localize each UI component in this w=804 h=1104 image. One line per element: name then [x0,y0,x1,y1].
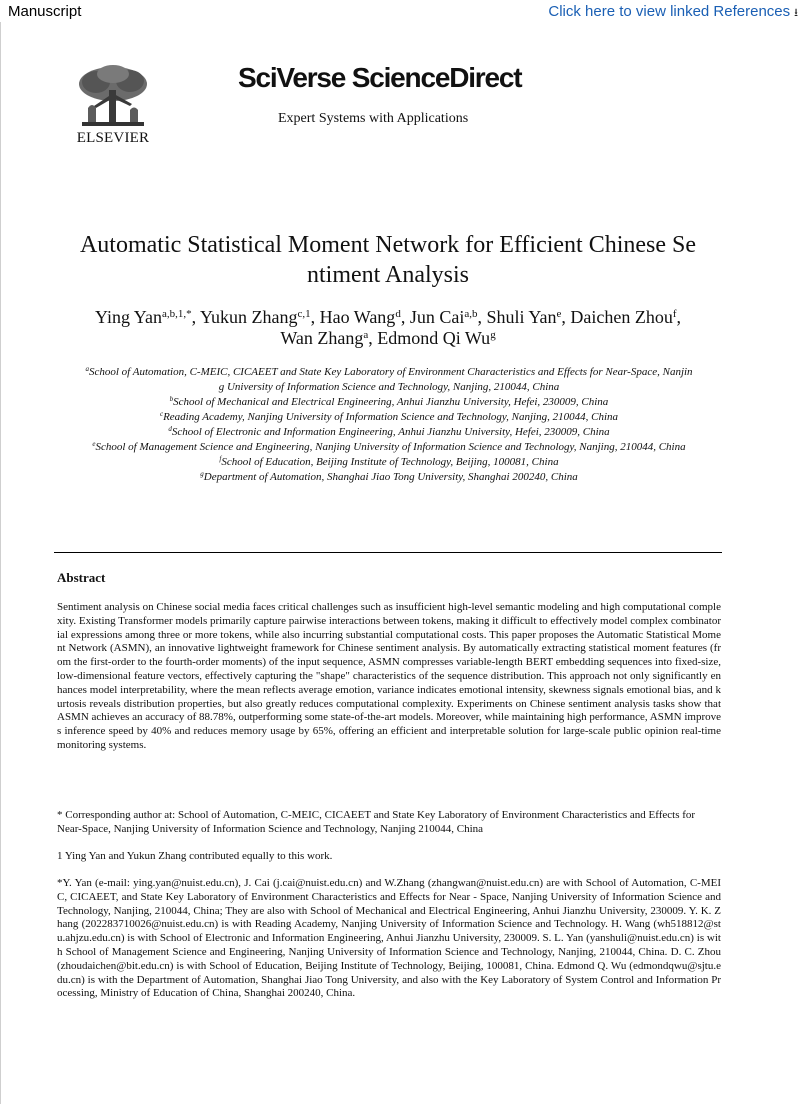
abstract-text: Sentiment analysis on Chinese social media faces critical challenges such as insufficient high-level semantic modeling and high computational complexity. Existing Transformer models primarily capture pairwise interactions between tokens, making it difficult to effectively model complex combinatorial expressions among three or more tokens, while also incurring substantial computational costs. This paper proposes the Automatic Statistical Moment Network (ASMN), an innovative lightweight framework for Chinese sentiment analysis. By automatically extracting statistical moment features (from the first-order to the fourth-order moments) of the input sequence, ASMN compresses variable-length BERT embedding sequences into fixed-size, low-dimensional feature vectors, effectively capturing the "shape" characteristics of the sequence distribution. This approach not only significantly enhances model interpretability, where the mean reflects average emotion, variance indicates emotional intensity, skewness signals emotional bias, and kurtosis reveals distribution properties, but also greatly reduces computational complexity. Experiments on Chinese sentiment analysis tasks show that ASMN achieves an accuracy of 88.78%, outperforming some state-of-the-art models. Moreover, while maintaining high performance, ASMN improves inference speed by 40% and reduces memory usage by 65%, offering an efficient and interpretable solution for large-scale public opinion real-time monitoring systems. [57,601,721,751]
author-name: Yukun Zhang [199,307,298,327]
author-name: Daichen Zhou [570,307,673,327]
author-list [50,307,726,349]
affiliation-text: Reading Academy, Nanjing University of Information Science and Technology, Nanjing, 210044, China [163,411,619,423]
equal-contribution-note: 1 Ying Yan and Yukun Zhang contributed equally to this work. [57,850,333,862]
section-divider [54,552,722,553]
affiliation-text: School of Electronic and Information Engineering, Anhui Jianzhu University, Hefei, 230009, China [171,426,610,438]
author-name: Shuli Yan [486,307,557,327]
affiliation-line [55,395,723,410]
author-affil-marker: e [556,308,562,320]
paper-title-line: Automatic Statistical Moment Network for Efficient Chinese Se [79,232,697,258]
author-affil-marker: d [395,308,401,320]
affiliation-marker: e [92,440,96,448]
author-affil-marker: c,1 [297,308,311,320]
author-separator: , [400,307,410,327]
affiliation-text: School of Management Science and Engineering, Nanjing University of Information Science and Technology, Nanjing, 210044, China [95,441,686,453]
author-affil-marker: g [490,329,496,341]
author-separator: , [676,307,682,327]
affiliation-line [55,470,723,485]
affiliation-marker: a [85,365,89,373]
affiliation-marker: d [168,425,172,433]
author-name: Ying Yan [94,307,162,327]
author-separator: , [310,307,320,327]
author-affil-marker: f [672,308,677,320]
affiliation-line [55,455,723,470]
author-separator: , [191,307,200,327]
author-separator: , [477,307,487,327]
author-affil-marker: a,b,1,* [161,308,192,320]
affiliation-text: School of Mechanical and Electrical Engineering, Anhui Jianzhu University, Hefei, 230009, China [173,396,609,408]
download-icon[interactable]: ⭳ [794,7,798,19]
author-separator: , [561,307,571,327]
affiliation-line [55,380,723,395]
manuscript-label: Manuscript [8,3,82,20]
author-separator: , [368,328,378,348]
paper-title-line: ntiment Analysis [307,262,469,288]
affiliation-text: Department of Automation, Shanghai Jiao Tong University, Shanghai 200240, China [203,471,578,483]
affiliation-line [55,440,723,455]
affiliation-list [55,365,723,485]
affiliation-text: School of Automation, C-MEIC, CICAEET and State Key Laboratory of Environment Characteristics and Effects for Near-Space, Nanjin [88,366,693,378]
affiliation-line [55,410,723,425]
affiliation-marker: f [219,455,222,463]
affiliation-marker: b [169,395,174,403]
abstract-heading: Abstract [57,570,106,585]
publisher-name: ELSEVIER [76,130,150,146]
affiliation-text: g University of Information Science and Technology, Nanjing, 210044, China [218,381,560,393]
affiliation-line [55,425,723,440]
affiliation-line [55,365,723,380]
author-name: Hao Wang [319,307,396,327]
author-contacts-note: *Y. Yan (e-mail: ying.yan@nuist.edu.cn), J. Cai (j.cai@nuist.edu.cn) and W.Zhang (zhangwan@nuist.edu.cn) are with School of Automation, C-MEIC, CICAEET, and State Key Laboratory of Environment Characteristics and Effects for Near - Space, Nanjing University of Information Science and Technology, Nanjing, 210044, China; They are also with School of Mechanical and Electrical Engineering, Anhui Jianzhu University, 230009. Y. K. Zhang (202283710026@nuist.edu.cn) is with Reading Academy, Nanjing University of Information Science and Technology. H. Wang (wh518812@stu.ahjzu.edu.cn) is with School of Electronic and Information Engineering, Anhui Jianzhu University, 230009. S. L. Yan (yanshuli@nuist.edu.cn) is with School of Management Science and Engineering, Nanjing University of Information Science and Technology, Nanjing, 210044, China. D. C. Zhou (zhoudaichen@bit.edu.cn) is with School of Education, Beijing Institute of Technology, Beijing, 100081, China. Edmond Q. Wu (edmondqwu@sjtu.edu.cn) is with the Department of Automation, Shanghai Jiao Tong University, and also with the Key Laboratory of System Control and Information Processing, Ministry of Education of China, Shanghai 200240, China. [57,877,721,1000]
author-name: Jun Cai [409,307,465,327]
top-bar [0,0,804,24]
brand-wordmark: SciVerse ScienceDirect [238,62,522,93]
author-name: Edmond Qi Wu [377,328,491,348]
view-references-link[interactable] [548,3,798,23]
affiliation-marker: c [159,410,164,418]
paper-title [50,230,726,290]
view-references-label[interactable]: Click here to view linked References [548,3,791,20]
author-affil-marker: a,b [464,308,478,320]
affiliation-text: School of Education, Beijing Institute of Technology, Beijing, 100081, China [221,456,559,468]
corresponding-author-note: * Corresponding author at: School of Automation, C-MEIC, CICAEET and State Key Laboratory of Environment Characteristics and Effects for Near-Space, Nanjing University of Information Science and Technology, Nanjing 210044, China [57,809,696,835]
journal-name: Expert Systems with Applications [278,111,469,126]
elsevier-tree-icon [70,64,156,130]
affiliation-marker: g [200,470,204,478]
author-name: Wan Zhang [280,328,364,348]
author-affil-marker: a [363,329,369,341]
page-border [0,22,1,1104]
